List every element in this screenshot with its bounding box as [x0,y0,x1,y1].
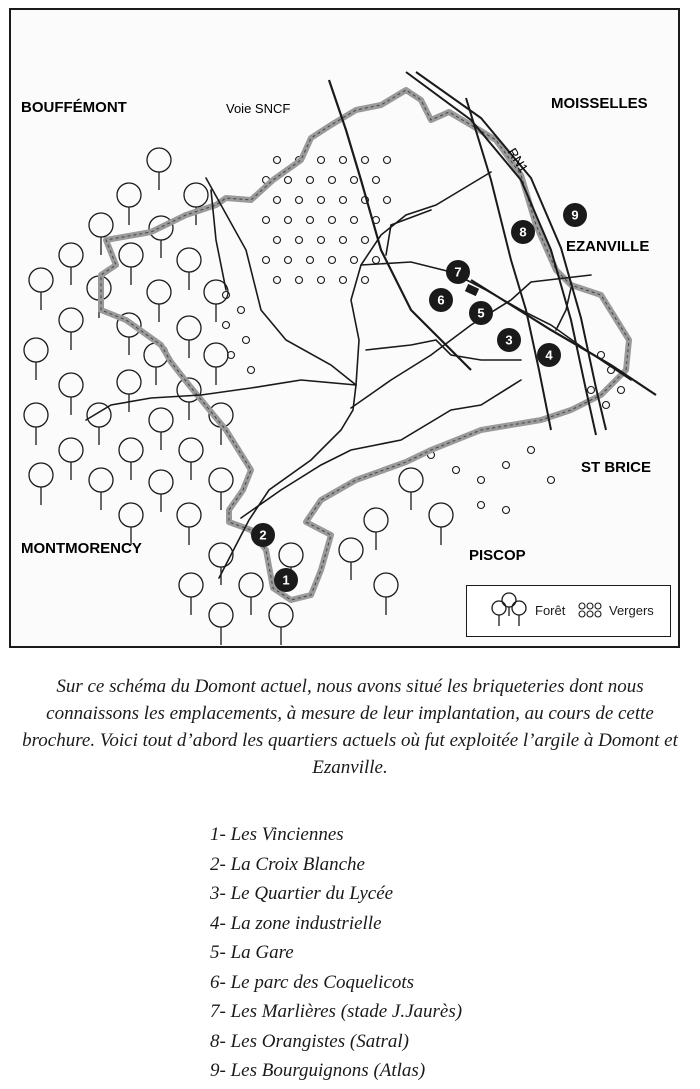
orchard-tree-icon [351,177,358,184]
label-st-brice: ST BRICE [581,459,652,476]
legend-orchard-label: Vergers [609,603,654,618]
tree-icon [59,243,83,267]
site-marker-number: 1 [282,572,290,588]
label-bouffemont: BOUFFÉMONT [21,99,127,116]
site-marker-6 [429,288,453,312]
tree-icon [179,573,203,597]
secondary-road [466,98,551,430]
orchard-tree-icon [340,197,347,204]
orchard-tree-icon [373,177,380,184]
site-item: 7- Les Marlières (stade J.Jaurès) [210,1001,463,1022]
tree-icon [399,468,423,492]
orchard-tree-icon [318,277,325,284]
site-list [210,820,462,1086]
label-piscop: PISCOP [469,547,526,564]
tree-icon [59,373,83,397]
orchard-tree-icon [285,177,292,184]
tree-icon [147,148,171,172]
site-marker-number: 5 [477,305,485,321]
map-caption: Sur ce schéma du Domont actuel, nous avons situé les briqueteries dont nous connaissons les emplacements, à mesure de leur implantation, au cours de cette brochure. Voici tout d’abord les quartiers actuels où fut exploitée l’argile à Domont et Ezanville. [22,676,678,778]
tree-icon [59,438,83,462]
site-item: 4- La zone industrielle [210,912,382,934]
tree-icon [177,248,201,272]
site-marker-5 [469,301,493,325]
tree-icon [24,338,48,362]
site-item: 6- Le parc des Coquelicots [210,971,415,993]
site-marker-number: 6 [437,292,445,308]
orchard-tree-icon [223,322,230,329]
tree-icon [89,468,113,492]
roads [86,172,631,578]
orchard-tree-icon [329,217,336,224]
orchard-tree-icon [588,387,595,394]
tree-icon [119,243,143,267]
orchard-tree-icon [362,277,369,284]
orchard-tree-icon [503,462,510,469]
tree-icon [59,308,83,332]
railway-line [329,80,471,370]
orchard-tree-icon [503,507,510,514]
tree-icon [204,343,228,367]
label-moisselles: MOISSELLES [551,95,648,112]
label-rn1: RN1 [504,145,532,176]
tree-icon [149,408,173,432]
orchard-tree-icon [478,477,485,484]
site-item: 3- Le Quartier du Lycée [210,883,394,904]
orchard-tree-icon [362,237,369,244]
orchard-legend-icon [575,586,611,634]
orchard-tree-icon [285,217,292,224]
orchard-tree-icon [478,502,485,509]
orchard-tree-icon [238,307,245,314]
orchard-tree-icon [274,197,281,204]
label-montmorency: MONTMORENCY [21,540,142,557]
tree-icon [177,316,201,340]
map [9,8,680,648]
label-voie-sncf: Voie SNCF [226,101,291,116]
tree-icon [119,438,143,462]
orchard-tree-icon [243,337,250,344]
tree-icon [117,370,141,394]
tree-icon [177,503,201,527]
tree-icon [147,280,171,304]
tree-icon [179,438,203,462]
site-item: 5- La Gare [210,942,294,963]
tree-icon [269,603,293,627]
orchard-tree-icon [307,217,314,224]
site-marker-3 [497,328,521,352]
tree-icon [29,268,53,292]
site-marker-number: 3 [505,332,513,348]
orchard-tree-icon [248,367,255,374]
orchard-tree-icon [296,277,303,284]
tree-icon [89,213,113,237]
tree-icon [209,468,233,492]
site-marker-number: 8 [519,224,527,240]
forest-area [24,148,453,645]
orchard-tree-icon [351,257,358,264]
orchard-tree-icon [453,467,460,474]
orchard-tree-icon [318,237,325,244]
orchard-tree-icon [351,217,358,224]
orchard-tree-icon [274,277,281,284]
orchard-tree-icon [318,157,325,164]
orchard-tree-icon [329,177,336,184]
site-marker-number: 2 [259,527,267,543]
orchard-tree-icon [274,157,281,164]
site-marker-8 [511,220,535,244]
site-marker-number: 9 [571,207,579,223]
orchard-tree-icon [618,387,625,394]
site-marker-2 [251,523,275,547]
tree-icon [29,463,53,487]
site-marker-7 [446,260,470,284]
tree-icon [184,183,208,207]
tree-icon [429,503,453,527]
site-item: 2- La Croix Blanche [210,853,365,875]
orchard-tree-icon [307,177,314,184]
tree-icon [374,573,398,597]
site-markers [251,203,587,592]
tree-icon [117,183,141,207]
legend-forest-label: Forêt [535,603,566,618]
orchard-tree-icon [274,237,281,244]
tree-icon [209,543,233,567]
orchard-tree-icon [548,477,555,484]
site-marker-number: 7 [454,264,462,280]
orchard-tree-icon [296,197,303,204]
site-item: 9- Les Bourguignons (Atlas) [210,1060,426,1081]
orchard-tree-icon [384,157,391,164]
tree-icon [119,503,143,527]
site-marker-number: 4 [545,347,553,363]
label-ezanville: EZANVILLE [566,238,650,255]
orchard-tree-icon [340,277,347,284]
site-marker-9 [563,203,587,227]
site-item: 1- Les Vinciennes [210,824,344,845]
orchard-tree-icon [362,157,369,164]
tree-icon [279,543,303,567]
map-legend [466,585,671,637]
tree-icon [339,538,363,562]
orchard-tree-icon [329,257,336,264]
tree-icon [239,573,263,597]
tree-icon [24,403,48,427]
site-marker-4 [537,343,561,367]
map-drawing [11,10,678,646]
tree-icon [209,603,233,627]
orchard-tree-icon [285,257,292,264]
orchard-tree-icon [528,447,535,454]
orchard-tree-icon [296,237,303,244]
orchard-tree-icon [263,217,270,224]
orchard-tree-icon [263,257,270,264]
orchard-tree-icon [307,257,314,264]
orchard-tree-icon [384,197,391,204]
orchard-tree-icon [340,237,347,244]
orchard-tree-icon [318,197,325,204]
site-item: 8- Les Orangistes (Satral) [210,1030,409,1052]
tree-icon [364,508,388,532]
tree-icon [149,470,173,494]
orchard-tree-icon [340,157,347,164]
orchard-tree-icon [373,257,380,264]
site-marker-1 [274,568,298,592]
orchard-tree-icon [603,402,610,409]
